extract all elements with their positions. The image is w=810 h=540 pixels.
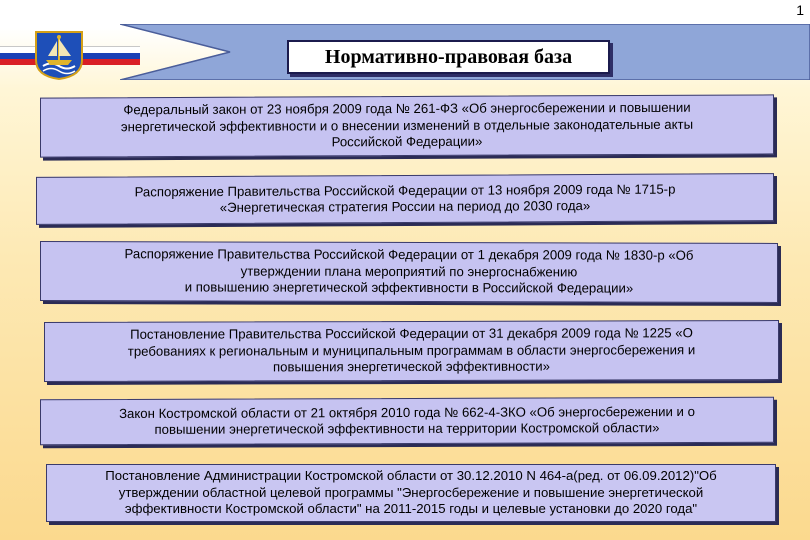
document-text xyxy=(128,326,695,377)
document-text xyxy=(121,100,693,152)
document-line: Постановление Администрации Костромской области от 30.12.2010 N 464-а(ред. от 06.09.2012)"Об xyxy=(105,468,717,484)
document-text xyxy=(125,247,694,298)
document-line: требованиях к региональным и муниципальным программам в области энергосбережения и xyxy=(127,342,696,359)
document-text xyxy=(135,181,676,217)
document-item xyxy=(36,173,774,225)
document-line: Распоряжение Правительства Российской Федерации от 1 декабря 2009 года № 1830-р «Об xyxy=(124,246,694,263)
document-line: Федеральный закон от 23 ноября 2009 года № 261-ФЗ «Об энергосбережении и повышении xyxy=(123,100,691,118)
document-line: утверждении плана мероприятий по энергоснабжению xyxy=(240,263,578,280)
document-line: эффективности Костромской области" на 2011-2015 годы и целевые установки до 2020 года" xyxy=(124,501,698,517)
document-line: и повышению энергетической эффективности в Российской Федерации» xyxy=(184,279,634,296)
kostroma-coat-of-arms-icon xyxy=(33,30,85,80)
document-line: энергетической эффективности и о внесении изменений в отдельные законодательные акты xyxy=(120,116,694,134)
document-item xyxy=(40,241,778,303)
document-line: повышения энергетической эффективности» xyxy=(273,358,550,375)
document-item xyxy=(40,397,774,446)
document-text xyxy=(119,403,695,438)
document-item xyxy=(40,94,774,157)
document-line: утверждении областной целевой программы "Энергосбережение и повышение энергетической xyxy=(118,484,704,500)
document-line: «Энергетическая стратегия России на период до 2030 года» xyxy=(219,198,591,215)
document-line: Закон Костромской области от 21 октября 2010 года № 662-4-ЗКО «Об энергосбережении и о xyxy=(119,403,695,421)
document-line: повышении энергетической эффективности на территории Костромской области» xyxy=(154,420,660,437)
document-line: Распоряжение Правительства Российской Федерации от 13 ноября 2009 года № 1715-р xyxy=(134,181,676,199)
page-number: 1 xyxy=(796,2,804,18)
document-line: Постановление Правительства Российской Федерации от 31 декабря 2009 года № 1225 «О xyxy=(130,325,693,342)
document-line: Российской Федерации» xyxy=(331,133,483,150)
document-item xyxy=(44,320,779,382)
document-text xyxy=(105,468,716,518)
page-title: Нормативно-правовая база xyxy=(287,40,610,74)
document-item xyxy=(46,464,776,522)
